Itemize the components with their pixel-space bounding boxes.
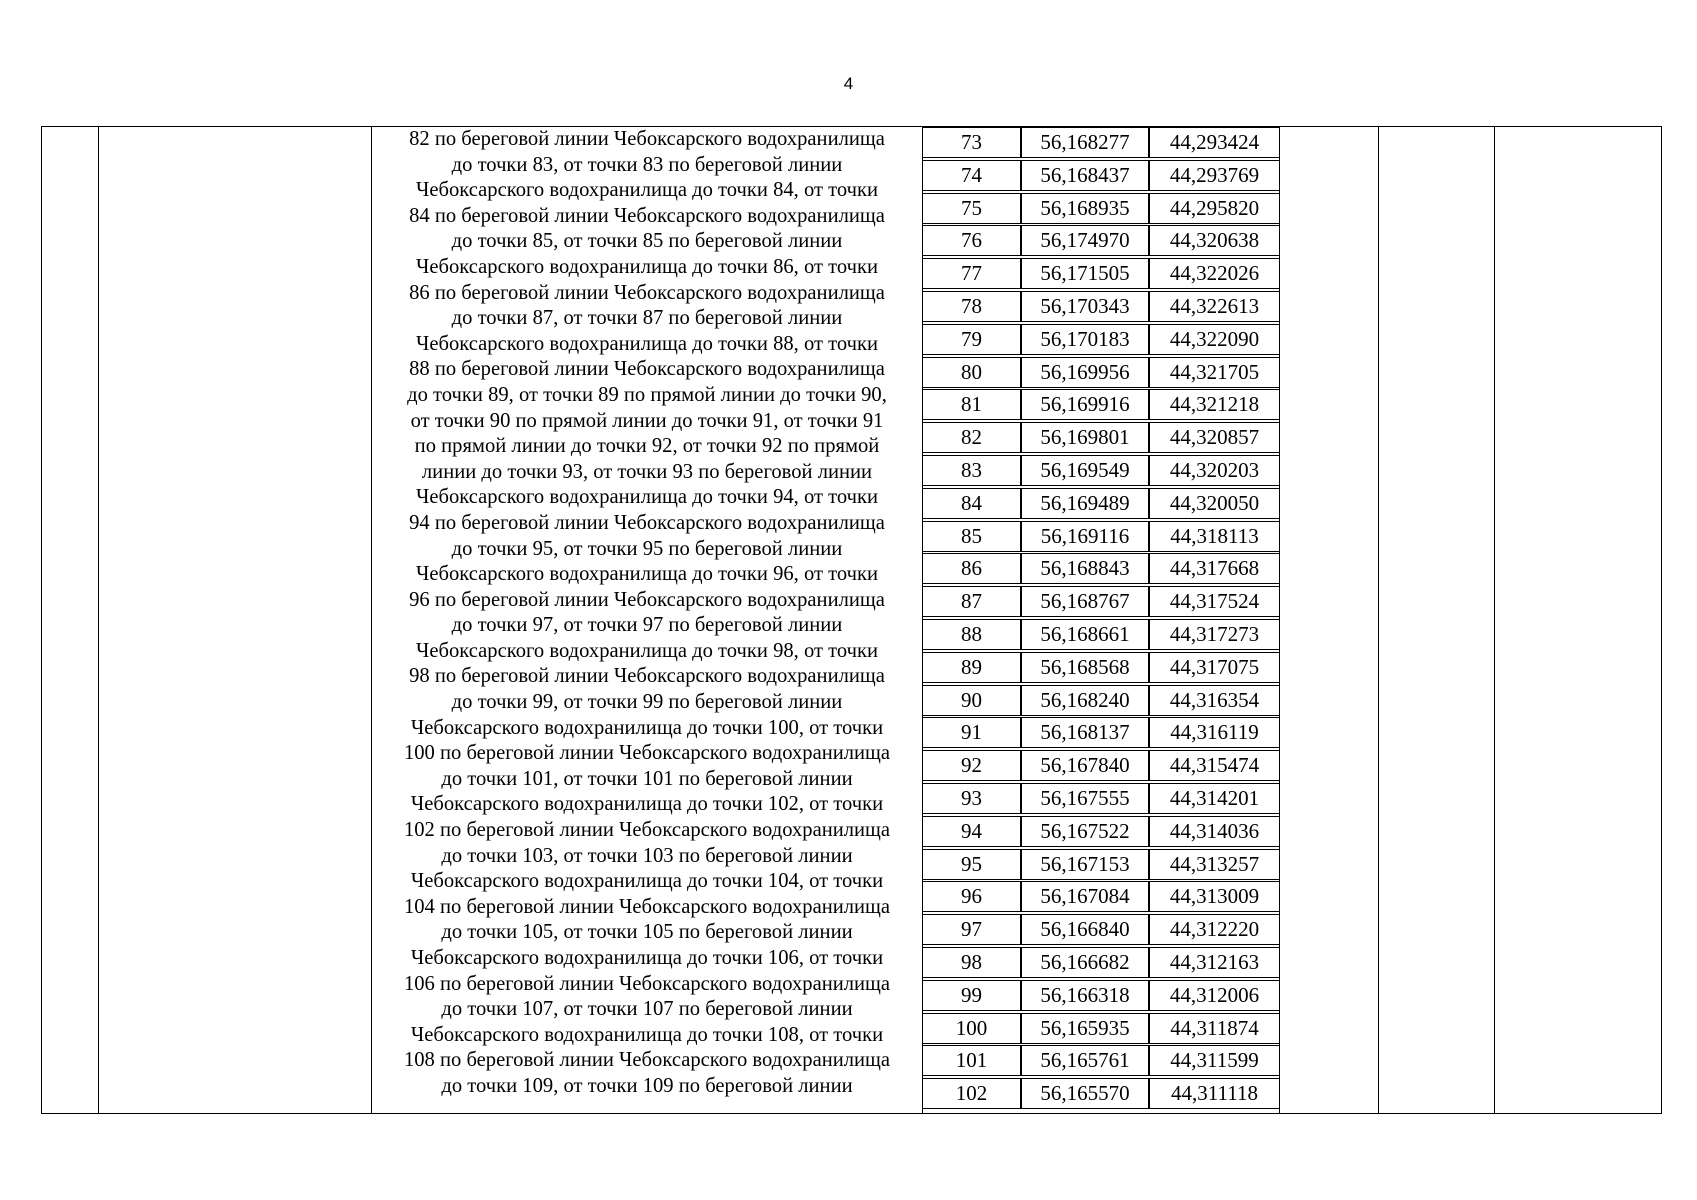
description-line: линии до точки 93, от точки 93 по береговой линии <box>421 460 873 483</box>
table-row <box>922 652 1278 683</box>
table-row <box>922 717 1278 748</box>
longitude-cell: 44,295820 <box>1149 193 1280 224</box>
table-row <box>922 619 1278 650</box>
table-row <box>922 160 1278 191</box>
latitude-cell: 56,167522 <box>1021 816 1149 847</box>
table-row <box>922 1013 1278 1044</box>
description-line: до точки 95, от точки 95 по береговой линии <box>451 537 843 560</box>
longitude-cell: 44,311118 <box>1149 1078 1280 1109</box>
longitude-cell: 44,311874 <box>1149 1013 1280 1044</box>
description-line: до точки 105, от точки 105 по береговой линии <box>441 921 853 944</box>
point-number-cell: 75 <box>922 193 1021 224</box>
latitude-cell: 56,168935 <box>1021 193 1149 224</box>
point-number-cell: 76 <box>922 225 1021 256</box>
description-line: до точки 107, от точки 107 по береговой линии <box>441 998 853 1021</box>
point-number-cell: 102 <box>922 1078 1021 1109</box>
latitude-cell: 56,168137 <box>1021 717 1149 748</box>
latitude-cell: 56,167084 <box>1021 881 1149 912</box>
description-line: Чебоксарского водохранилища до точки 104, от точки <box>410 870 884 893</box>
table-row <box>922 422 1278 453</box>
point-number-cell: 77 <box>922 258 1021 289</box>
point-number-cell: 81 <box>922 389 1021 420</box>
description-line: 96 по береговой линии Чебоксарского водохранилища <box>409 588 885 611</box>
table-row <box>922 291 1278 322</box>
table-row <box>922 553 1278 584</box>
latitude-cell: 56,169489 <box>1021 488 1149 519</box>
longitude-cell: 44,322026 <box>1149 258 1280 289</box>
description-line: Чебоксарского водохранилища до точки 106, от точки <box>410 947 884 969</box>
table-row <box>922 455 1278 486</box>
point-number-cell: 85 <box>922 521 1021 552</box>
latitude-cell: 56,169916 <box>1021 389 1149 420</box>
description-line: 104 по береговой линии Чебоксарского водохранилища <box>403 895 891 918</box>
longitude-cell: 44,316354 <box>1149 685 1280 716</box>
table-row <box>922 521 1278 552</box>
point-number-cell: 82 <box>922 422 1021 453</box>
latitude-cell: 56,168437 <box>1021 160 1149 191</box>
point-number-cell: 79 <box>922 324 1021 355</box>
table-row <box>922 783 1278 814</box>
table-row <box>922 193 1278 224</box>
description-line: до точки 83, от точки 83 по береговой линии <box>451 153 843 176</box>
longitude-cell: 44,312006 <box>1149 980 1280 1011</box>
latitude-cell: 56,174970 <box>1021 225 1149 256</box>
longitude-cell: 44,317075 <box>1149 652 1280 683</box>
table-row <box>922 357 1278 388</box>
latitude-cell: 56,167840 <box>1021 750 1149 781</box>
description-line: Чебоксарского водохранилища до точки 88, от точки <box>415 332 879 355</box>
table-row <box>922 914 1278 945</box>
latitude-cell: 56,166682 <box>1021 947 1149 978</box>
description-line: 102 по береговой линии Чебоксарского водохранилища <box>403 819 891 842</box>
point-number-cell: 73 <box>922 127 1021 158</box>
table-row <box>922 816 1278 847</box>
latitude-cell: 56,166318 <box>1021 980 1149 1011</box>
point-number-cell: 88 <box>922 619 1021 650</box>
latitude-cell: 56,168277 <box>1021 127 1149 158</box>
description-line: 88 по береговой линии Чебоксарского водохранилища <box>409 358 885 381</box>
description-line: Чебоксарского водохранилища до точки 84, от точки <box>415 179 879 202</box>
description-line: 108 по береговой линии Чебоксарского водохранилища <box>403 1049 891 1072</box>
description-line: 84 по береговой линии Чебоксарского водохранилища <box>409 204 885 227</box>
point-number-cell: 101 <box>922 1045 1021 1076</box>
description-line: 94 по береговой линии Чебоксарского водохранилища <box>409 511 885 534</box>
longitude-cell: 44,312220 <box>1149 914 1280 945</box>
longitude-cell: 44,293424 <box>1149 127 1280 158</box>
description-line: 98 по береговой линии Чебоксарского водохранилища <box>409 665 885 688</box>
longitude-cell: 44,314201 <box>1149 783 1280 814</box>
table-row <box>922 1078 1278 1109</box>
table-row <box>922 258 1278 289</box>
latitude-cell: 56,169116 <box>1021 521 1149 552</box>
table-row <box>922 685 1278 716</box>
latitude-cell: 56,165935 <box>1021 1013 1149 1044</box>
latitude-cell: 56,166840 <box>1021 914 1149 945</box>
point-number-cell: 93 <box>922 783 1021 814</box>
longitude-cell: 44,316119 <box>1149 717 1280 748</box>
description-line: Чебоксарского водохранилища до точки 98, от точки <box>415 639 879 662</box>
table-row <box>922 849 1278 880</box>
description-line: Чебоксарского водохранилища до точки 94, от точки <box>415 486 879 509</box>
longitude-cell: 44,293769 <box>1149 160 1280 191</box>
description-line: Чебоксарского водохранилища до точки 100, от точки <box>410 716 884 739</box>
table-row <box>922 389 1278 420</box>
point-number-cell: 96 <box>922 881 1021 912</box>
latitude-cell: 56,165761 <box>1021 1045 1149 1076</box>
point-number-cell: 83 <box>922 455 1021 486</box>
latitude-cell: 56,165570 <box>1021 1078 1149 1109</box>
column-divider <box>1378 126 1379 1114</box>
table-row <box>922 127 1278 158</box>
point-number-cell: 89 <box>922 652 1021 683</box>
longitude-cell: 44,317668 <box>1149 553 1280 584</box>
description-line: Чебоксарского водохранилища до точки 96, от точки <box>415 563 879 586</box>
latitude-cell: 56,168240 <box>1021 685 1149 716</box>
description-line: до точки 101, от точки 101 по береговой линии <box>441 767 853 790</box>
longitude-cell: 44,317273 <box>1149 619 1280 650</box>
description-line: до точки 85, от точки 85 по береговой линии <box>451 230 843 253</box>
point-number-cell: 94 <box>922 816 1021 847</box>
latitude-cell: 56,167153 <box>1021 849 1149 880</box>
point-number-cell: 95 <box>922 849 1021 880</box>
description-line: до точки 103, от точки 103 по береговой линии <box>441 844 853 867</box>
longitude-cell: 44,320857 <box>1149 422 1280 453</box>
latitude-cell: 56,169549 <box>1021 455 1149 486</box>
point-number-cell: 80 <box>922 357 1021 388</box>
point-number-cell: 91 <box>922 717 1021 748</box>
longitude-cell: 44,320203 <box>1149 455 1280 486</box>
description-line: Чебоксарского водохранилища до точки 108, от точки <box>410 1023 884 1046</box>
latitude-cell: 56,171505 <box>1021 258 1149 289</box>
longitude-cell: 44,320050 <box>1149 488 1280 519</box>
point-number-cell: 92 <box>922 750 1021 781</box>
point-number-cell: 97 <box>922 914 1021 945</box>
point-number-cell: 87 <box>922 586 1021 617</box>
longitude-cell: 44,320638 <box>1149 225 1280 256</box>
point-number-cell: 100 <box>922 1013 1021 1044</box>
boundary-description <box>373 127 921 1113</box>
longitude-cell: 44,315474 <box>1149 750 1280 781</box>
table-row <box>922 586 1278 617</box>
latitude-cell: 56,169956 <box>1021 357 1149 388</box>
description-line: 86 по береговой линии Чебоксарского водохранилища <box>409 281 885 304</box>
description-line: до точки 87, от точки 87 по береговой линии <box>451 307 843 330</box>
column-divider <box>1494 126 1495 1114</box>
point-number-cell: 90 <box>922 685 1021 716</box>
description-line: до точки 97, от точки 97 по береговой линии <box>451 614 843 637</box>
latitude-cell: 56,168568 <box>1021 652 1149 683</box>
longitude-cell: 44,313009 <box>1149 881 1280 912</box>
description-line: по прямой линии до точки 92, от точки 92 по прямой <box>414 435 880 458</box>
description-line: до точки 89, от точки 89 по прямой линии до точки 90, <box>407 383 887 406</box>
description-line: Чебоксарского водохранилища до точки 86, от точки <box>415 255 879 278</box>
description-line: до точки 109, от точки 109 по береговой линии <box>441 1074 853 1097</box>
table-row <box>922 947 1278 978</box>
point-number-cell: 78 <box>922 291 1021 322</box>
longitude-cell: 44,318113 <box>1149 521 1280 552</box>
point-number-cell: 98 <box>922 947 1021 978</box>
longitude-cell: 44,322090 <box>1149 324 1280 355</box>
table-row <box>922 1045 1278 1076</box>
column-divider <box>371 126 372 1114</box>
point-number-cell: 84 <box>922 488 1021 519</box>
description-line: до точки 99, от точки 99 по береговой линии <box>451 691 843 714</box>
point-number-cell: 99 <box>922 980 1021 1011</box>
latitude-cell: 56,170343 <box>1021 291 1149 322</box>
latitude-cell: 56,170183 <box>1021 324 1149 355</box>
table-row <box>922 980 1278 1011</box>
latitude-cell: 56,169801 <box>1021 422 1149 453</box>
page-number: 4 <box>843 74 854 93</box>
latitude-cell: 56,168843 <box>1021 553 1149 584</box>
latitude-cell: 56,168661 <box>1021 619 1149 650</box>
point-number-cell: 74 <box>922 160 1021 191</box>
column-divider <box>98 126 99 1114</box>
description-line: от точки 90 по прямой линии до точки 91, от точки 91 <box>410 409 884 432</box>
longitude-cell: 44,313257 <box>1149 849 1280 880</box>
table-row <box>922 324 1278 355</box>
longitude-cell: 44,321705 <box>1149 357 1280 388</box>
longitude-cell: 44,312163 <box>1149 947 1280 978</box>
latitude-cell: 56,168767 <box>1021 586 1149 617</box>
table-row <box>922 750 1278 781</box>
longitude-cell: 44,322613 <box>1149 291 1280 322</box>
longitude-cell: 44,321218 <box>1149 389 1280 420</box>
table-row <box>922 881 1278 912</box>
latitude-cell: 56,167555 <box>1021 783 1149 814</box>
longitude-cell: 44,311599 <box>1149 1045 1280 1076</box>
table-row <box>922 488 1278 519</box>
longitude-cell: 44,317524 <box>1149 586 1280 617</box>
description-line: 106 по береговой линии Чебоксарского водохранилища <box>403 972 891 995</box>
description-line: Чебоксарского водохранилища до точки 102, от точки <box>410 793 884 816</box>
description-line: 82 по береговой линии Чебоксарского водохранилища <box>409 128 885 150</box>
point-number-cell: 86 <box>922 553 1021 584</box>
longitude-cell: 44,314036 <box>1149 816 1280 847</box>
table-row <box>922 225 1278 256</box>
description-line: 100 по береговой линии Чебоксарского водохранилища <box>403 742 891 765</box>
